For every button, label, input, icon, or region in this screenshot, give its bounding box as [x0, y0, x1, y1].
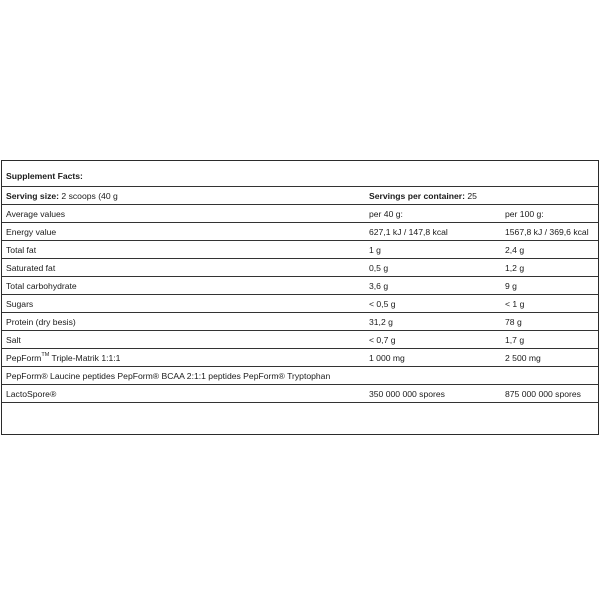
- row-label: Salt: [6, 335, 21, 345]
- servings-per-container-value: 25: [467, 191, 477, 201]
- pepform-per-100g: 2 500 mg: [505, 353, 541, 363]
- pepform-label-prefix: PepForm: [6, 353, 42, 363]
- pepform-trademark: TM: [41, 352, 50, 358]
- header-per-40g: per 40 g:: [369, 209, 403, 219]
- table-row: [2, 331, 598, 349]
- peptides-row: [2, 367, 598, 385]
- servings-per-container-label: Servings per container:: [369, 191, 465, 201]
- row-label: Sugars: [6, 299, 34, 309]
- empty-row: [2, 403, 598, 425]
- serving-size: [6, 192, 118, 201]
- table-row: [2, 223, 598, 241]
- row-per-40g: 1 g: [369, 245, 381, 255]
- pepform-row: [2, 349, 598, 367]
- lactospore-per-100g: 875 000 000 spores: [505, 389, 581, 399]
- pepform-label: [6, 354, 120, 363]
- header-label: Average values: [6, 209, 66, 219]
- table-row: [2, 241, 598, 259]
- pepform-per-40g: 1 000 mg: [369, 353, 405, 363]
- row-label: Total carbohydrate: [6, 281, 77, 291]
- lactospore-per-40g: 350 000 000 spores: [369, 389, 445, 399]
- row-label: Saturated fat: [6, 263, 56, 273]
- table-row: [2, 295, 598, 313]
- peptides-label: PepForm® Laucine peptides PepForm® BCAA 2:1:1 peptides PepForm® Tryptophan: [6, 371, 331, 381]
- row-per-100g: 9 g: [505, 281, 517, 291]
- serving-size-label: Serving size:: [6, 191, 60, 201]
- row-per-100g: 78 g: [505, 317, 522, 327]
- lactospore-row: [2, 385, 598, 403]
- serving-size-value: 2 scoops (40 g: [61, 191, 118, 201]
- row-per-40g: 0,5 g: [369, 263, 389, 273]
- row-per-100g: 2,4 g: [505, 245, 525, 255]
- row-per-40g: 31,2 g: [369, 317, 393, 327]
- table-row: [2, 313, 598, 331]
- row-per-40g: 627,1 kJ / 147,8 kcal: [369, 227, 448, 237]
- lactospore-label: LactoSpore®: [6, 389, 57, 399]
- pepform-label-suffix: Triple-Matrik 1:1:1: [49, 353, 121, 363]
- row-label: Total fat: [6, 245, 37, 255]
- row-per-40g: 3,6 g: [369, 281, 389, 291]
- row-per-100g: < 1 g: [505, 299, 525, 309]
- table-title: Supplement Facts:: [6, 171, 83, 181]
- table-row: [2, 259, 598, 277]
- row-per-40g: < 0,5 g: [369, 299, 396, 309]
- table-row: [2, 277, 598, 295]
- servings-per-container: [369, 192, 477, 201]
- row-label: Protein (dry besis): [6, 317, 76, 327]
- header-per-100g: per 100 g:: [505, 209, 544, 219]
- header-row: [2, 205, 598, 223]
- serving-row: [2, 187, 598, 205]
- row-per-100g: 1567,8 kJ / 369,6 kcal: [505, 227, 589, 237]
- row-per-100g: 1,7 g: [505, 335, 525, 345]
- row-per-40g: < 0,7 g: [369, 335, 396, 345]
- row-per-100g: 1,2 g: [505, 263, 525, 273]
- table-title-row: [2, 161, 598, 187]
- supplement-facts-table: [1, 160, 599, 435]
- row-label: Energy value: [6, 227, 57, 237]
